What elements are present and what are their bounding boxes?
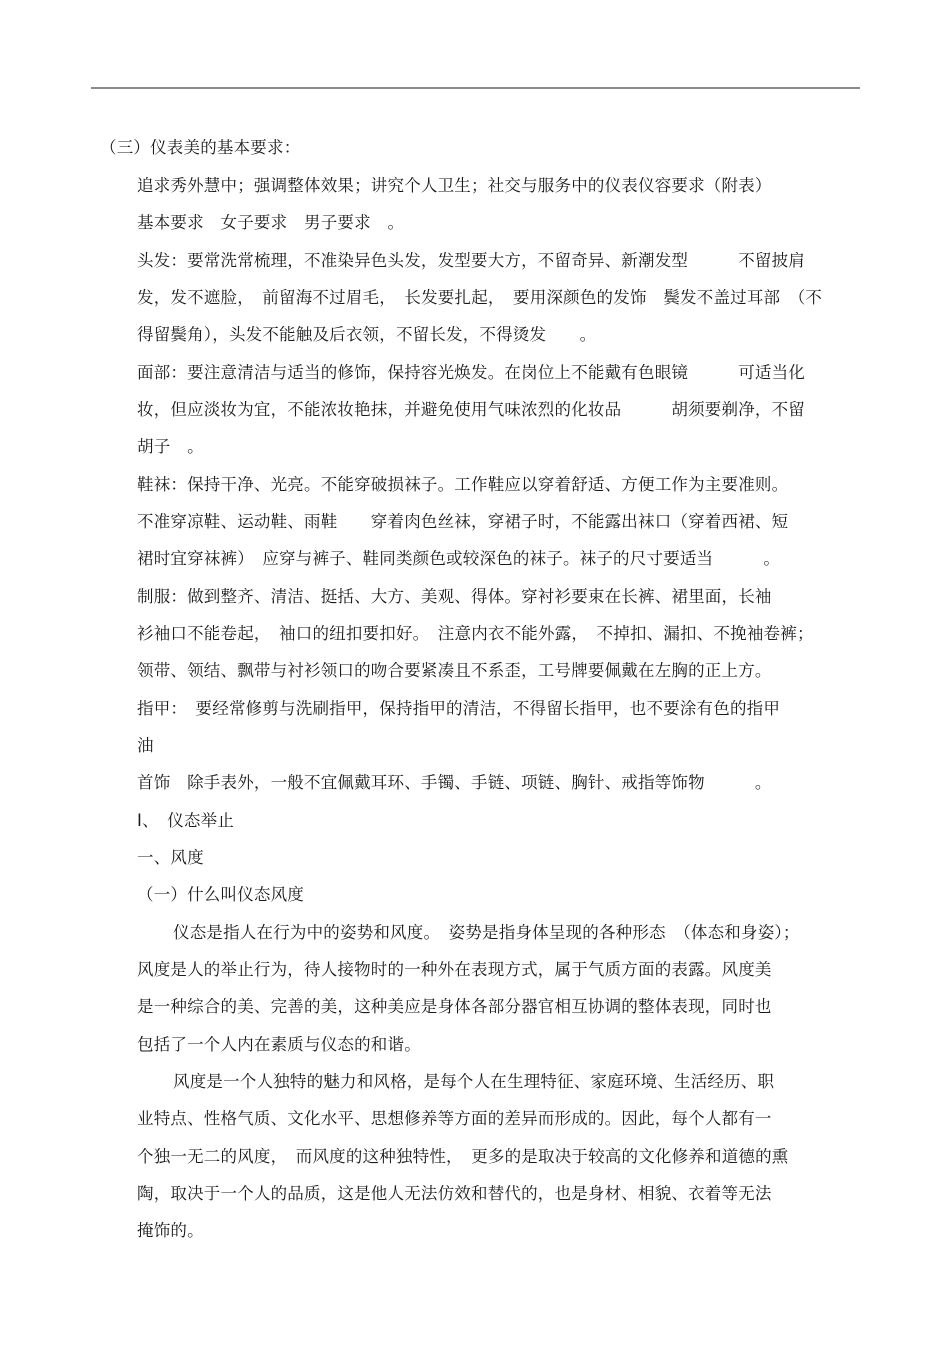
text-line: 油 — [137, 736, 154, 755]
text-line: 得留鬓角），头发不能触及后衣领，不留长发，不得烫发 。 — [137, 325, 597, 344]
text-line: 鞋袜：保持干净、光亮。不能穿破损袜子。工作鞋应以穿着舒适、方便工作为主要准则。 — [137, 475, 789, 494]
text-line: 裙时宜穿袜裤） 应穿与裤子、鞋同类颜色或较深色的袜子。袜子的尺寸要适当 。 — [137, 549, 781, 568]
text-line: 胡子 。 — [137, 437, 204, 456]
header-rule — [91, 87, 860, 89]
text-line: 制服：做到整齐、清洁、挺括、大方、美观、得体。穿衬衫要束在长裤、裙里面，长袖 — [137, 587, 772, 606]
text-line: 面部：要注意清洁与适当的修饰，保持容光焕发。在岗位上不能戴有色眼镜 可适当化 — [137, 363, 805, 382]
paragraph-line: 陶，取决于一个人的品质，这是他人无法仿效和替代的，也是身材、相貌、衣着等无法 — [137, 1184, 772, 1203]
section-heading: （一）什么叫仪态风度 — [137, 885, 304, 904]
text-line: 衫袖口不能卷起， 袖口的纽扣要扣好。 注意内衣不能外露， 不掉扣、漏扣、不挽袖卷裤； — [137, 624, 814, 643]
paragraph-line: 仪态是指人在行为中的姿势和风度。 姿势是指身体呈现的各种形态 （体态和身姿）； — [173, 923, 800, 942]
text-line: 追求秀外慧中；强调整体效果；讲究个人卫生；社交与服务中的仪表仪容要求（附表） — [137, 176, 772, 195]
paragraph-line: 风度是人的举止行为，待人接物时的一种外在表现方式，属于气质方面的表露。风度美 — [137, 960, 772, 979]
section-heading: 一、风度 — [137, 848, 204, 867]
text-line: 妆，但应淡妆为宜，不能浓妆艳抹，并避免使用气味浓烈的化妆品 胡须要剃净，不留 — [137, 400, 805, 419]
text-line: 发，发不遮脸， 前留海不过眉毛， 长发要扎起， 要用深颜色的发饰 鬓发不盖过耳部 （不 — [137, 288, 823, 307]
paragraph-line: 是一种综合的美、完善的美，这种美应是身体各部分器官相互协调的整体表现，同时也 — [137, 997, 772, 1016]
text-line: 基本要求 女子要求 男子要求 。 — [137, 213, 405, 232]
paragraph-line: 个独一无二的风度， 而风度的这种独特性， 更多的是取决于较高的文化修养和道德的熏 — [137, 1147, 789, 1166]
paragraph-line: 业特点、性格气质、文化水平、思想修养等方面的差异而形成的。因此，每个人都有一 — [137, 1109, 772, 1128]
text-line: 指甲： 要经常修剪与洗刷指甲，保持指甲的清洁，不得留长指甲，也不要涂有色的指甲 — [137, 699, 781, 718]
paragraph-line: 包括了一个人内在素质与仪态的和谐。 — [137, 1035, 421, 1054]
text-line: 头发：要常洗常梳理，不准染异色头发，发型要大方，不留奇异、新潮发型 不留披肩 — [137, 251, 805, 270]
text-line: 领带、领结、飘带与衬衫领口的吻合要紧凑且不系歪，工号牌要佩戴在左胸的正上方。 — [137, 661, 772, 680]
text-line: 首饰 除手表外，一般不宜佩戴耳环、手镯、手链、项链、胸针、戒指等饰物 。 — [137, 773, 772, 792]
paragraph-line: 掩饰的。 — [137, 1221, 204, 1240]
paragraph-line: 风度是一个人独特的魅力和风格，是每个人在生理特征、家庭环境、生活经历、职 — [173, 1072, 775, 1091]
section-heading: I、 仪态举止 — [137, 811, 235, 830]
section-heading: （三）仪表美的基本要求： — [100, 138, 301, 157]
text-line: 不准穿凉鞋、运动鞋、雨鞋 穿着肉色丝袜，穿裙子时，不能露出袜口（穿着西裙、短 — [137, 512, 789, 531]
